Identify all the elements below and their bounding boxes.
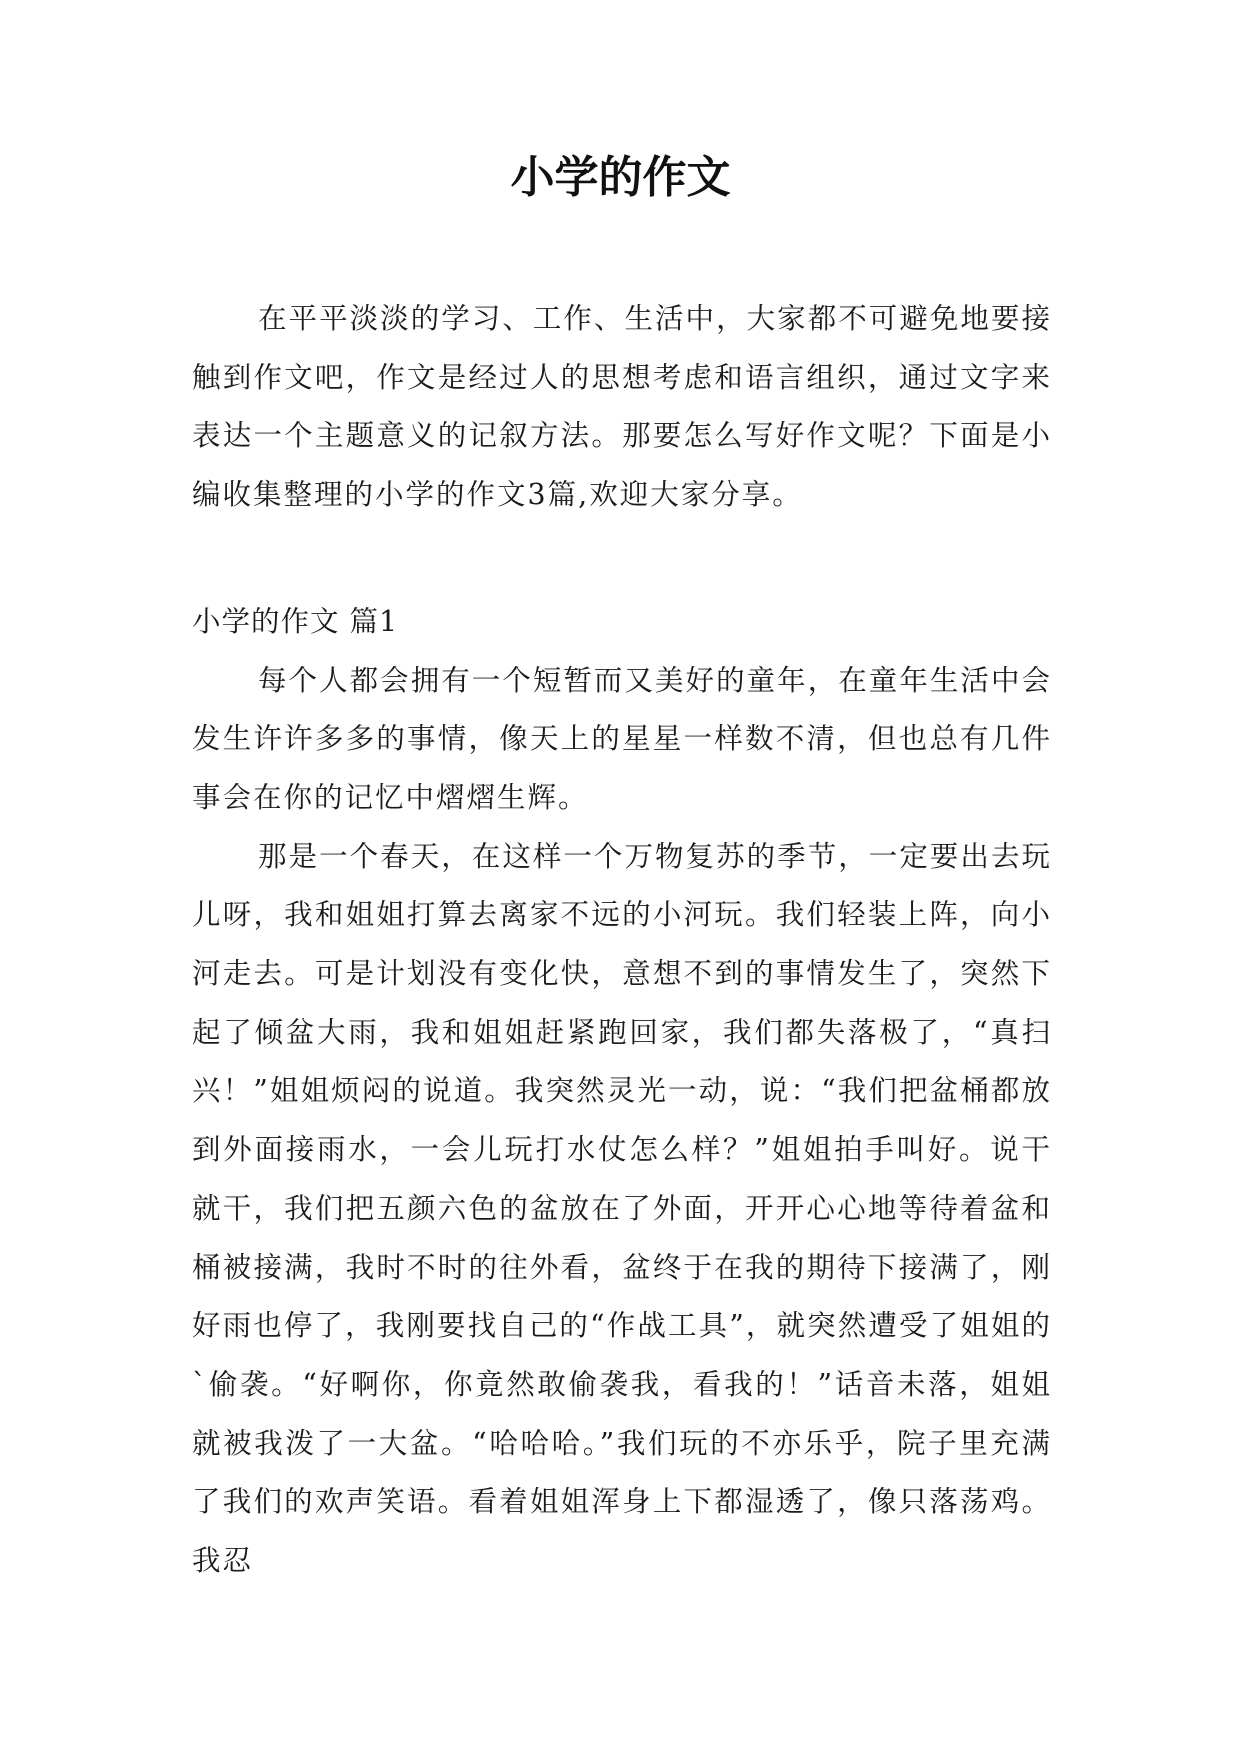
section-heading: 小学的作文 篇1 xyxy=(192,604,399,638)
body-paragraph-2: 那是一个春天，在这样一个万物复苏的季节，一定要出去玩儿呀，我和姐姐打算去离家不远的小河玩。我们轻装上阵，向小河走去。可是计划没有变化快，意想不到的事情发生了，突然下起了倾盆大雨，我和姐姐赶紧跑回家，我们都失落极了，“真扫兴！”姐姐烦闷的说道。我突然灵光一动，说：“我们把盆桶都放到外面接雨水，一会儿玩打水仗怎么样？”姐姐拍手叫好。说干就干，我们把五颜六色的盆放在了外面，开开心心地等待着盆和桶被接满，我时不时的往外看，盆终于在我的期待下接满了，刚好雨也停了，我刚要找自己的“作战工具”，就突然遭受了姐姐的`偷袭。“好啊你，你竟然敢偷袭我，看我的！”话音未落，姐姐就被我泼了一大盆。“哈哈哈。”我们玩的不亦乐乎，院子里充满了我们的欢声笑语。看着姐姐浑身上下都湿透了，像只落荡鸡。我忍 xyxy=(192,839,1052,1578)
document-body xyxy=(192,290,1052,1591)
document-title: 小学的作文 xyxy=(510,152,731,203)
intro-paragraph: 在平平淡淡的学习、工作、生活中，大家都不可避免地要接触到作文吧，作文是经过人的思想考虑和语言组织，通过文字来表达一个主题意义的记叙方法。那要怎么写好作文呢？下面是小编收集整理的小学的作文3篇,欢迎大家分享。 xyxy=(192,302,1052,512)
body-paragraph-1: 每个人都会拥有一个短暂而又美好的童年，在童年生活中会发生许许多多的事情，像天上的星星一样数不清，但也总有几件事会在你的记忆中熠熠生辉。 xyxy=(192,663,1052,814)
section-gap xyxy=(192,525,1052,593)
